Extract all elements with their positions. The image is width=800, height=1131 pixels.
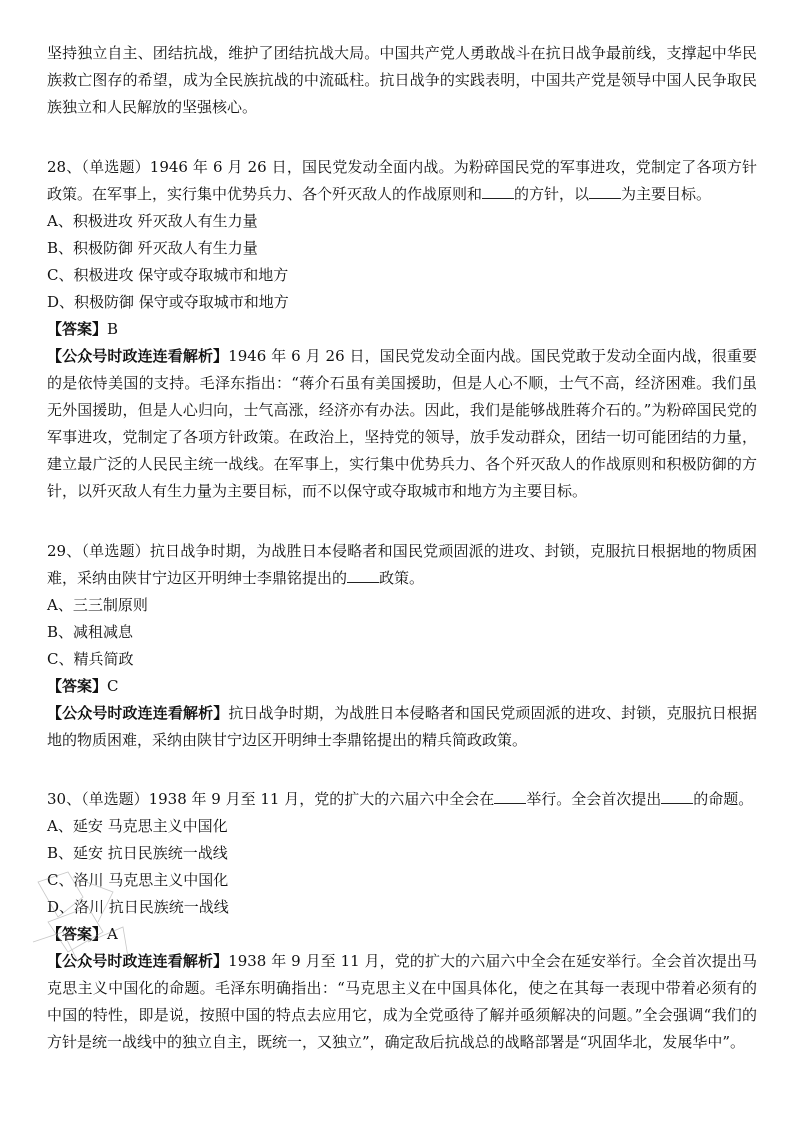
q29-answer-value: C [107,677,119,695]
q30-blank-1 [494,789,526,804]
q29-blank-1 [347,568,379,583]
q30-answer-value: A [107,925,118,943]
q29-analysis [47,700,757,754]
q30-option-b: B、延安 抗日民族统一战线 [47,844,228,862]
q29-option-a: A、三三制原则 [47,596,148,614]
q28-blank-2 [589,184,621,199]
q30-option-a: A、延安 马克思主义中国化 [47,817,228,835]
q28-option-b: B、积极防御 歼灭敌人有生力量 [47,239,258,257]
q28-answer [47,316,757,343]
question-29-stem [47,538,757,592]
q28-option-c: C、积极进攻 保守或夺取城市和地方 [47,266,289,284]
question-30-stem [47,786,757,813]
q29-analysis-label: 【公众号时政连连看解析】 [47,704,229,722]
q29-option-c: C、精兵简政 [47,650,134,668]
q28-analysis [47,343,757,505]
q28-suffix: 为主要目标。 [621,185,712,203]
q30-analysis-label: 【公众号时政连连看解析】 [47,952,229,970]
q30-mid: 举行。全会首次提出 [526,790,662,808]
q30-option-d: D、洛川 抗日民族统一战线 [47,898,229,916]
question-30 [47,786,757,1056]
q28-analysis-label: 【公众号时政连连看解析】 [47,347,229,365]
q30-option-c: C、洛川 马克思主义中国化 [47,871,229,889]
q29-answer [47,673,757,700]
intro-paragraph: 坚持独立自主、团结抗战，维护了团结抗战大局。中国共产党人勇敢战斗在抗日战争最前线，支撑起中华民族救亡图存的希望，成为全民族抗战的中流砥柱。抗日战争的实践表明，中国共产党是领导中国人民争取民族独立和人民解放的坚强核心。 [47,44,757,116]
q28-option-d: D、积极防御 保守或夺取城市和地方 [47,293,289,311]
q29-analysis-text: 抗日战争时期，为战胜日本侵略者和国民党顽固派的进攻、封锁，克服抗日根据地的物质困难，采纳由陕甘宁边区开明绅士李鼎铭提出的精兵简政政策。 [47,704,757,749]
question-29 [47,538,757,754]
q30-prefix: 30、（单选题）1938 年 9 月至 11 月，党的扩大的六届六中全会在 [47,790,495,808]
q28-mid: 的方针，以 [514,185,590,203]
q28-prefix: 28、（单选题）1946 年 6 月 26 日，国民党发动全面内战。为粉碎国民党的军事进攻，党制定了各项方针政策。在军事上，实行集中优势兵力、各个歼灭敌人的作战原则和 [47,158,757,203]
q28-answer-value: B [107,320,119,338]
q29-option-b: B、减租减息 [47,623,134,641]
q30-analysis-text: 1938 年 9 月至 11 月，党的扩大的六届六中全会在延安举行。全会首次提出马克思主义中国化的命题。毛泽东明确指出：“马克思主义在中国具体化，使之在其每一表现中带着必须有的中国的特性，即是说，按照中国的特点去应用它，成为全党亟待了解并亟须解决的问题。”全会强调“我们的方针是统一战线中的独立自主，既统一，又独立”，确定敌后抗战总的战略部署是“巩固华北，发展华中”。 [47,952,757,1051]
q30-analysis [47,948,757,1056]
q28-answer-label: 【答案】 [47,320,108,338]
q30-answer-label: 【答案】 [47,925,108,943]
q30-answer [47,921,757,948]
q30-suffix: 的命题。 [693,790,754,808]
question-28 [47,154,757,505]
q29-prefix: 29、（单选题）抗日战争时期，为战胜日本侵略者和国民党顽固派的进攻、封锁，克服抗日根据地的物质困难，采纳由陕甘宁边区开明绅士李鼎铭提出的 [47,542,757,587]
q28-option-a: A、积极进攻 歼灭敌人有生力量 [47,212,258,230]
q29-suffix: 政策。 [379,569,425,587]
q29-answer-label: 【答案】 [47,677,108,695]
question-28-stem [47,154,757,208]
q30-blank-2 [661,789,693,804]
q28-blank-1 [482,184,514,199]
q28-analysis-text: 1946 年 6 月 26 日，国民党发动全面内战。国民党敢于发动全面内战，很重要的是依恃美国的支持。毛泽东指出：“蒋介石虽有美国援助，但是人心不顺，士气不高，经济困难。我们虽无外国援助，但是人心归向，士气高涨，经济亦有办法。因此，我们是能够战胜蒋介石的。”为粉碎国民党的军事进攻，党制定了各项方针政策。在政治上，坚持党的领导，放手发动群众，团结一切可能团结的力量，建立最广泛的人民民主统一战线。在军事上，实行集中优势兵力、各个歼灭敌人的作战原则和积极防御的方针，以歼灭敌人有生力量为主要目标，而不以保守或夺取城市和地方为主要目标。 [47,347,757,500]
intro-section [47,40,757,121]
